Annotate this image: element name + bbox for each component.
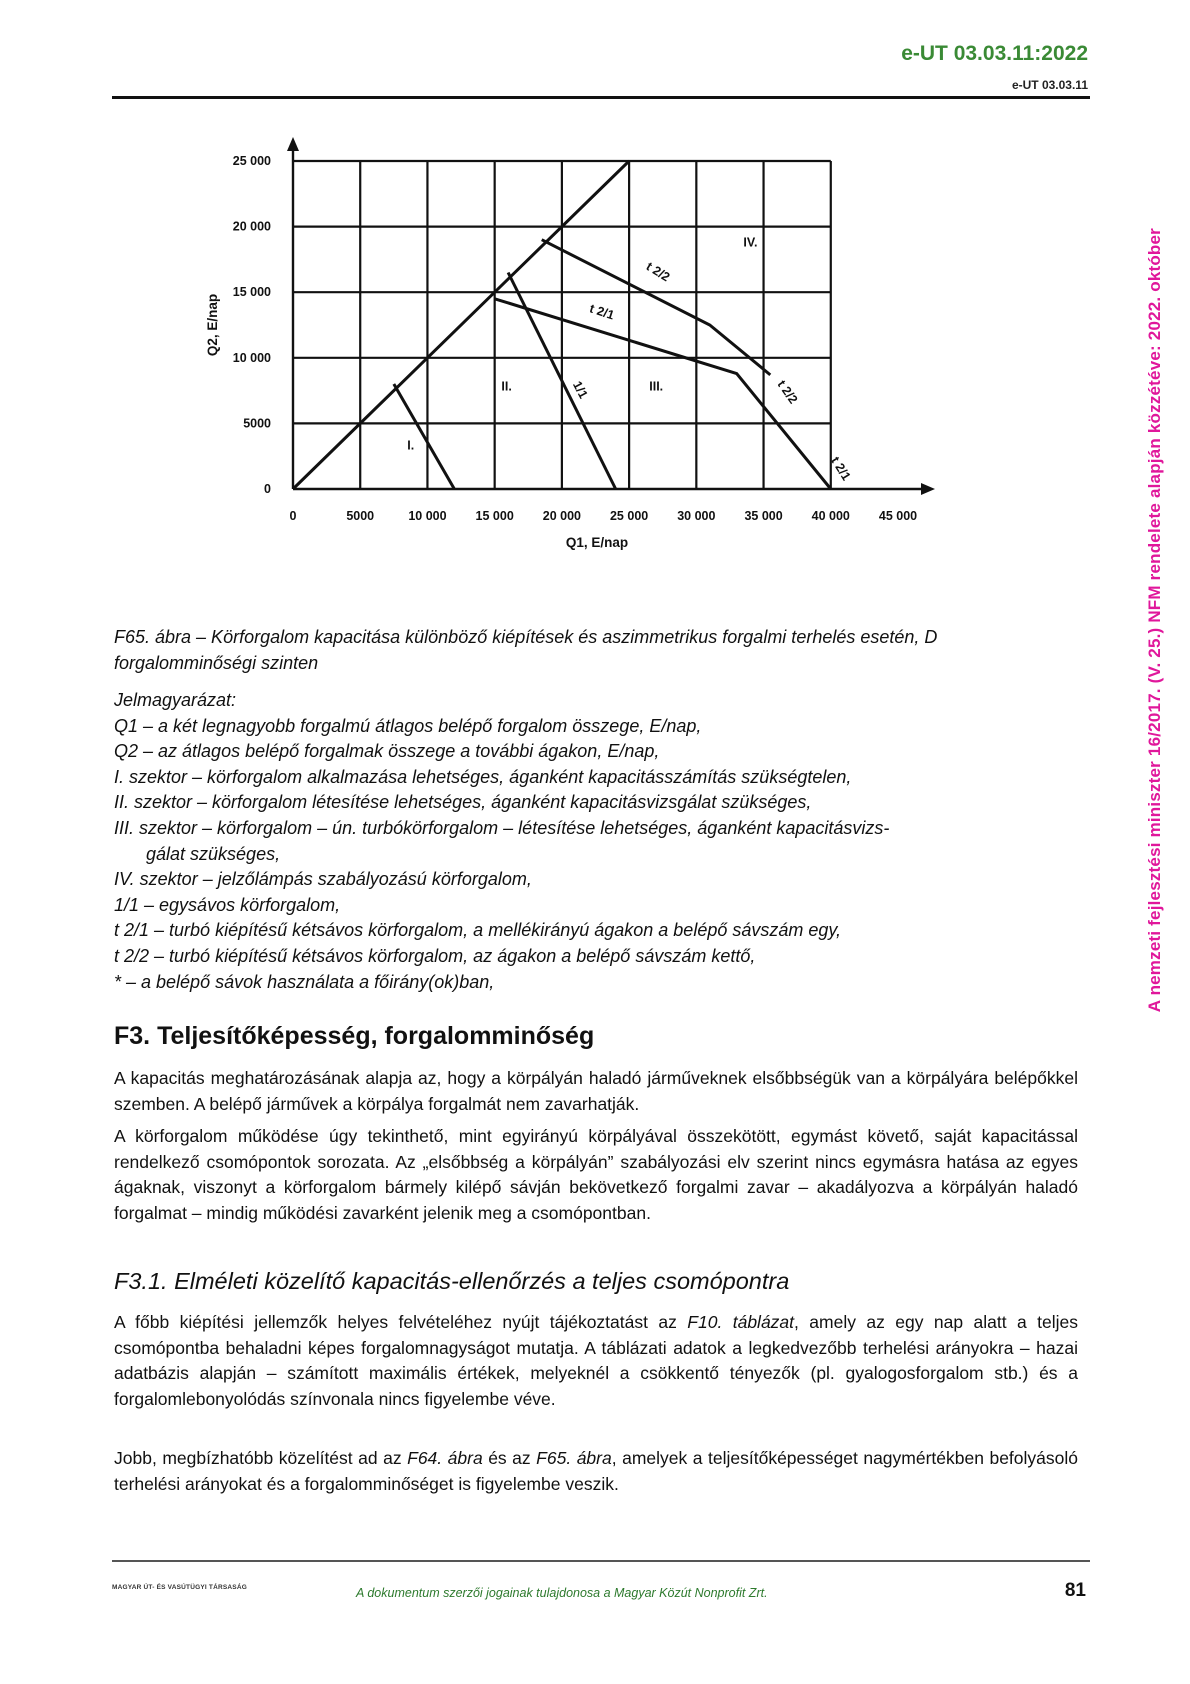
legend-item: Q1 – a két legnagyobb forgalmú átlagos belépő forgalom összege, E/nap,: [114, 715, 702, 736]
legend-item: II. szektor – körforgalom létesítése lehetséges, áganként kapacitásvizsgálat szükséges,: [114, 792, 812, 813]
paragraph: A körforgalom működése úgy tekinthető, mint egyirányú körpályával összekötött, egymást követő, saját kapacitással rendelkező csomópontok sorozata. Az „elsőbbség a körpályán” szabályozási elv szerint nincs egymásra hatása az egyes ágaknak, viszonyt a körforgalom bármely kilépő sávján bekövetkező forgalmi zavar – akadályozva a körpályán haladó forgalmat – mindig működési zavarként jelenik meg a csomópontban.: [114, 1126, 1078, 1223]
series-line: [542, 240, 771, 375]
y-tick-label: 5000: [243, 416, 271, 431]
legend-item: t 2/2 – turbó kiépítésű kétsávos körforgalom, az ágakon a belépő sávszám kettő,: [114, 945, 756, 966]
line-label: t 2/2: [774, 377, 801, 407]
footer-rule: [112, 1560, 1090, 1562]
x-tick-label: 5000: [346, 509, 375, 523]
text-run: , amely az egy nap alatt a teljes csomópontba behaladni képes forgalomnagyságot mutatja. A táblázati adatok a legkedvezőbb terhelési arányokra – hazai adatbázis alapján – számított maximális értékek, melyeknél a csökkentő tényezők (pl. gyalogosforgalom stb.) és a forgalomlebonyolódás színvonala nincs figyelembe véve.: [114, 1312, 1079, 1409]
legend-item: 1/1 – egysávos körforgalom,: [114, 894, 341, 915]
header-rule: [112, 96, 1090, 99]
legend-item: III. szektor – körforgalom – ún. turbókörforgalom – létesítése lehetséges, áganként kapacitásvizs-: [114, 817, 890, 838]
capacity-chart: [195, 135, 995, 615]
text-run: , amelyek a teljesítőképességet nagymértékben befolyásoló terhelési arányokat és a forgalomminőséget is figyelembe veszik.: [114, 1448, 1079, 1494]
region-label: III.: [649, 379, 664, 394]
legend-item: * – a belépő sávok használata a főirány(ok)ban,: [114, 971, 495, 992]
page-number: 81: [1064, 1580, 1086, 1601]
legend-item: IV. szektor – jelzőlámpás szabályozású körforgalom,: [114, 869, 532, 890]
document-subcode: e-UT 03.03.11: [1011, 78, 1088, 92]
section-heading-f3: F3. Teljesítőképesség, forgalomminőség: [114, 1022, 595, 1050]
y-tick-label: 25 000: [232, 154, 271, 168]
line-label: t 2/1: [587, 301, 616, 323]
figure-reference: F64. ábra: [407, 1448, 483, 1468]
x-tick-label: 0: [289, 509, 297, 523]
x-tick-label: 10 000: [408, 509, 447, 523]
y-tick-label: 0: [264, 482, 271, 496]
x-tick-label: 30 000: [677, 509, 716, 523]
x-tick-label: 40 000: [811, 509, 850, 523]
legend-item: I. szektor – körforgalom alkalmazása lehetséges, áganként kapacitásszámítás szükségtelen,: [114, 766, 852, 787]
y-axis-label: Q2, E/nap: [205, 293, 220, 357]
x-axis-label: Q1, E/nap: [565, 535, 629, 550]
paragraph: A kapacitás meghatározásának alapja az, hogy a körpályán haladó járműveknek elsőbbségük van a körpályára belépőkkel szemben. A belépő járművek a körpálya forgalmát nem zavarhatják.: [114, 1068, 1078, 1114]
paragraph: [114, 1310, 1078, 1412]
text-run: és az: [482, 1448, 537, 1468]
x-tick-label: 45 000: [878, 509, 918, 523]
line-label: 1/1: [569, 378, 591, 401]
legend-item: Q2 – az átlagos belépő forgalmak összege a további ágakon, E/nap,: [114, 741, 660, 762]
region-label: IV.: [743, 235, 758, 250]
legend-item: t 2/1 – turbó kiépítésű kétsávos körforgalom, a mellékirányú ágakon a belépő sávszám egy,: [114, 920, 842, 941]
x-tick-label: 35 000: [744, 509, 783, 523]
x-tick-label: 15 000: [475, 509, 514, 523]
legend-item: gálat szükséges,: [146, 843, 281, 864]
legend-title: Jelmagyarázat:: [114, 690, 237, 710]
paragraph: [114, 1446, 1078, 1497]
figure-caption: F65. ábra – Körforgalom kapacitása különböző kiépítések és aszimmetrikus forgalmi terhelés esetén, D forgalomminőségi szinten: [114, 627, 938, 673]
side-note-text: A nemzeti fejlesztési miniszter 16/2017. (V. 25.) NFM rendelete alapján közzétéve: 2022. október: [1145, 227, 1164, 1013]
figure-reference: F65. ábra: [536, 1448, 612, 1468]
x-tick-label: 25 000: [609, 509, 649, 523]
x-axis-arrow: [921, 483, 935, 495]
chart-svg: [195, 135, 995, 615]
line-label: t 2/2: [643, 259, 673, 285]
legend: [114, 688, 1094, 995]
text-run: Jobb, megbízhatóbb közelítést ad az: [114, 1448, 408, 1468]
line-label: t 2/1: [828, 454, 854, 483]
publisher-logo: MAGYAR ÚT- ÉS VASÚTÜGYI TÁRSASÁG: [112, 1584, 247, 1591]
copyright-note: A dokumentum szerzői jogainak tulajdonosa a Magyar Közút Nonprofit Zrt.: [356, 1586, 768, 1600]
y-axis-arrow: [287, 137, 299, 151]
document-code: e-UT 03.03.11:2022: [901, 42, 1088, 65]
table-reference: F10. táblázat: [687, 1312, 795, 1332]
region-label: I.: [407, 438, 415, 453]
x-tick-label: 20 000: [542, 509, 582, 523]
region-label: II.: [501, 379, 512, 394]
series-line: [394, 384, 455, 489]
y-tick-label: 10 000: [232, 350, 271, 365]
side-note: [1140, 160, 1170, 1080]
y-tick-label: 15 000: [232, 285, 271, 300]
section-heading-f31: F3.1. Elméleti közelítő kapacitás-ellenőrzés a teljes csomópontra: [114, 1268, 790, 1294]
y-tick-label: 20 000: [232, 219, 271, 234]
text-run: A főbb kiépítési jellemzők helyes felvételéhez nyújt tájékoztatást az: [114, 1312, 688, 1332]
